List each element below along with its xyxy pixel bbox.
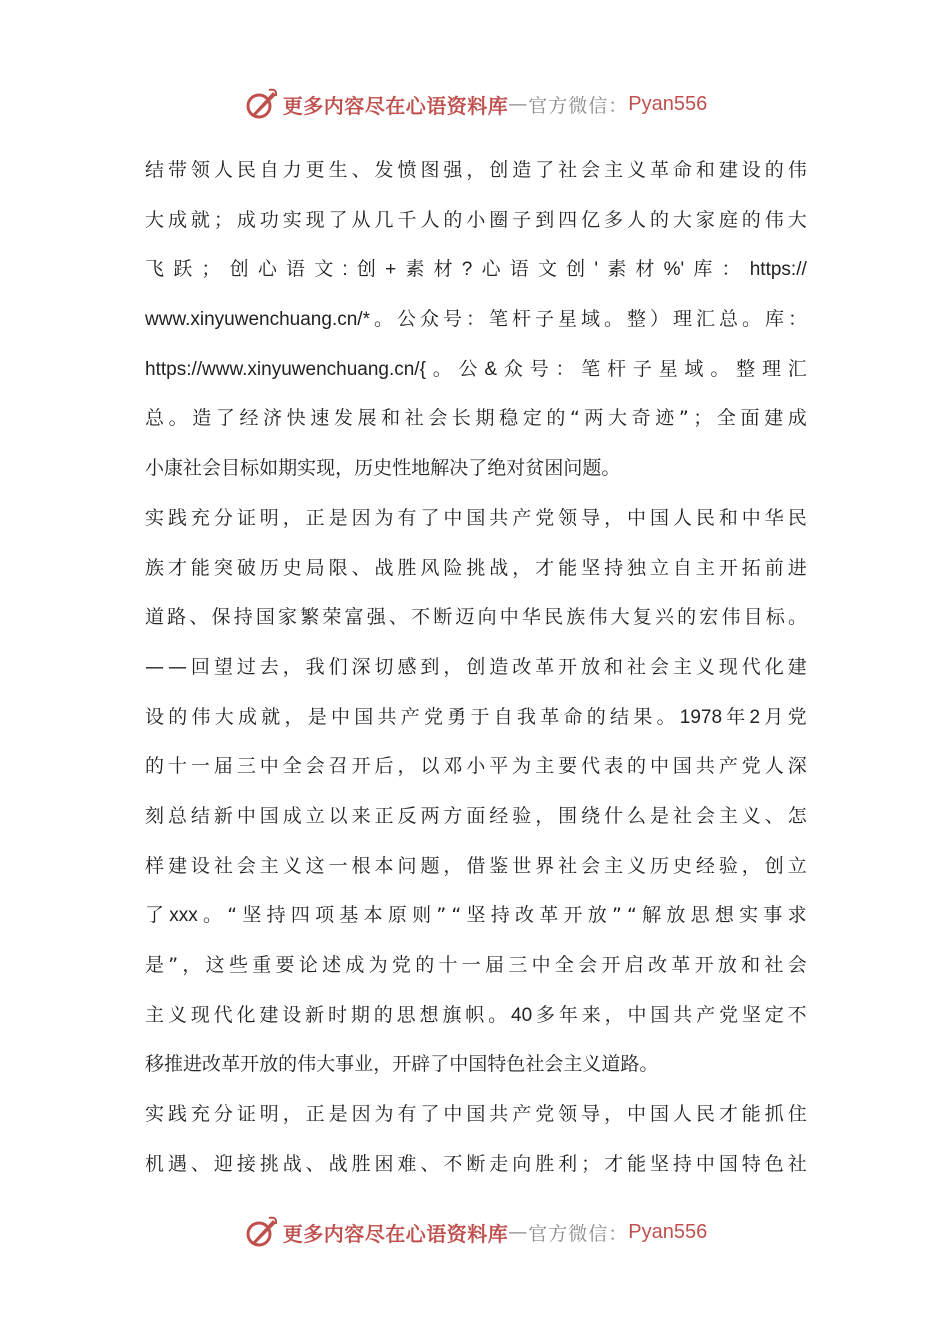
- banner-wechat-handle: Pyan556: [628, 1220, 708, 1243]
- text-line: 机 遇 、 迎 接 挑 战 、 战 胜 困 难 、 不 断 走 向 胜 利 ； 才 能 坚 持 中 国 特 色 社: [145, 1152, 807, 1175]
- header-banner: [0, 84, 950, 124]
- text-line: 实 践 充 分 证 明 ， 正 是 因 为 有 了 中 国 共 产 党 领 导 ， 中 国 人 民 才 能 抓 住: [145, 1103, 807, 1126]
- footer-banner: [0, 1212, 950, 1252]
- text-line: 主 义 现 代 化 建 设 新 时 期 的 思 想 旗 帜 。 40 多 年 来 ， 中 国 共 产 党 坚 定 不: [145, 1003, 807, 1026]
- text-line: www.xinyuwenchuang.cn/* 。 公 众 号 ： 笔 杆 子 星 域 。 整 ） 理 汇 总 。 库 ：: [145, 308, 807, 331]
- quill-logo-icon: [243, 1214, 279, 1250]
- text-line: 的 十 一 届 三 中 全 会 召 开 后 ， 以 邓 小 平 为 主 要 代 表 的 中 国 共 产 党 人 深: [145, 755, 807, 778]
- text-line: 小 康 社 会 目 标 如 期 实 现 ， 历 史 性 地 解 决 了 绝 对 贫 困 问 题 。: [145, 457, 621, 480]
- banner-title: 更多内容尽在心语资料库: [282, 1221, 509, 1246]
- text-line: 大 成 就 ； 成 功 实 现 了 从 几 千 人 的 小 圈 子 到 四 亿 多 人 的 大 家 庭 的 伟 大: [145, 208, 807, 231]
- text-line: 总 。 造 了 经 济 快 速 发 展 和 社 会 长 期 稳 定 的 “ 两 大 奇 迹 ” ； 全 面 建 成: [145, 407, 807, 430]
- banner-wechat-handle: Pyan556: [628, 92, 708, 115]
- banner-dash: —: [508, 1221, 529, 1243]
- text-line: 族 才 能 突 破 历 史 局 限 、 战 胜 风 险 挑 战 ， 才 能 坚 持 独 立 自 主 开 拓 前 进: [145, 556, 807, 579]
- text-line: — — 回 望 过 去 ， 我 们 深 切 感 到 ， 创 造 改 革 开 放 和 社 会 主 义 现 代 化 建: [145, 655, 807, 678]
- text-line: 飞 跃 ； 创 心 语 文 : 创 + 素 材 ? 心 语 文 创 ' 素 材 %' 库 ： https://: [145, 258, 807, 281]
- text-line: 是 ” ， 这 些 重 要 论 述 成 为 党 的 十 一 届 三 中 全 会 开 启 改 革 开 放 和 社 会: [145, 954, 807, 976]
- banner-title: 更多内容尽在心语资料库: [282, 93, 509, 118]
- document-body: [145, 146, 807, 1189]
- text-line: 了 xxx 。 “ 坚 持 四 项 基 本 原 则 ” “ 坚 持 改 革 开 放 ” “ 解 放 思 想 实 事 求: [145, 904, 807, 927]
- text-line: 移 推 进 改 革 开 放 的 伟 大 事 业 ， 开 辟 了 中 国 特 色 社 会 主 义 道 路 。: [145, 1053, 659, 1076]
- banner-wechat-label: 官方微信：: [528, 1222, 629, 1245]
- banner-wechat-label: 官方微信：: [528, 94, 629, 117]
- quill-logo-icon: [243, 86, 279, 122]
- text-line: https://www.xinyuwenchuang.cn/{ 。 公 & 众 号 ： 笔 杆 子 星 域 。 整 理 汇: [145, 357, 807, 380]
- text-line: 样 建 设 社 会 主 义 这 一 根 本 问 题 ， 借 鉴 世 界 社 会 主 义 历 史 经 验 ， 创 立: [145, 854, 807, 877]
- text-line: 道 路 、 保 持 国 家 繁 荣 富 强 、 不 断 迈 向 中 华 民 族 伟 大 复 兴 的 宏 伟 目 标 。: [145, 606, 807, 629]
- banner-dash: —: [508, 93, 529, 115]
- text-line: 实 践 充 分 证 明 ， 正 是 因 为 有 了 中 国 共 产 党 领 导 ， 中 国 人 民 和 中 华 民: [145, 506, 807, 529]
- text-line: 刻 总 结 新 中 国 成 立 以 来 正 反 两 方 面 经 验 ， 围 绕 什 么 是 社 会 主 义 、 怎: [145, 804, 807, 827]
- text-line: 设 的 伟 大 成 就 ， 是 中 国 共 产 党 勇 于 自 我 革 命 的 结 果 。 1978 年 2 月 党: [145, 705, 807, 728]
- text-line: 结 带 领 人 民 自 力 更 生 、 发 愤 图 强 ， 创 造 了 社 会 主 义 革 命 和 建 设 的 伟: [145, 159, 807, 181]
